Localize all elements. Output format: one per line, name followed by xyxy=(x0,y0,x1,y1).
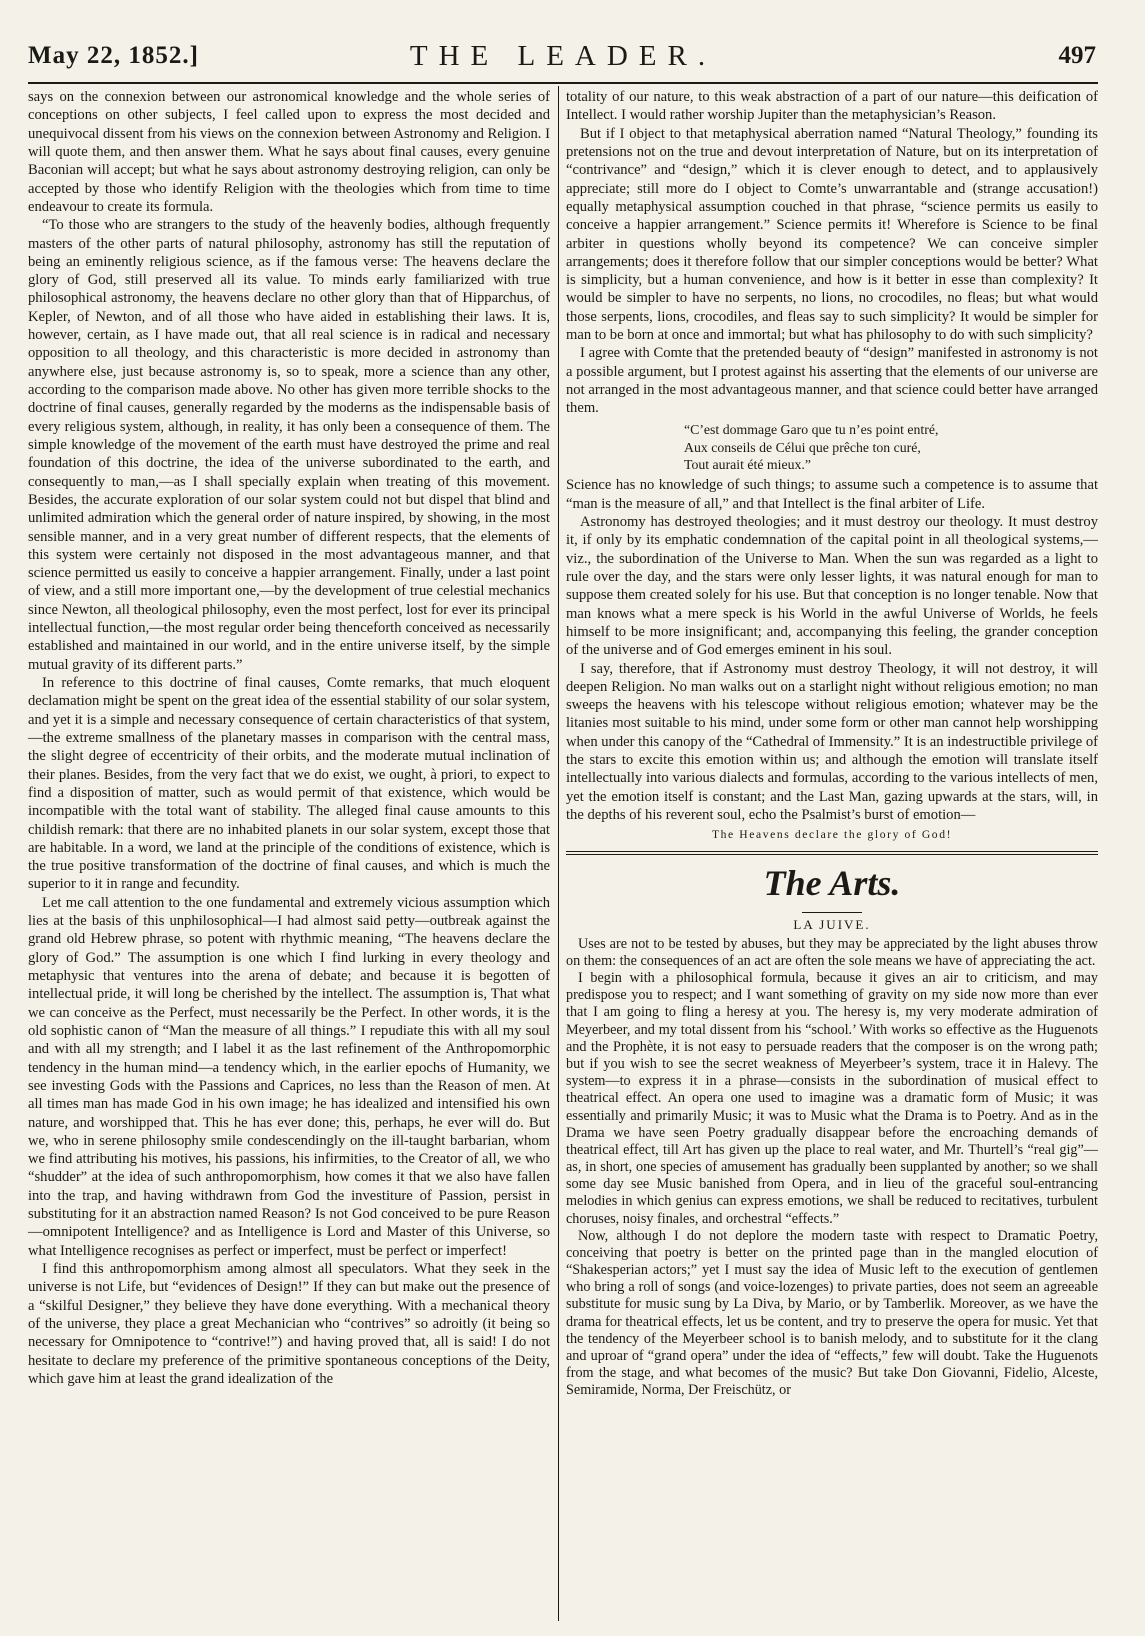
paragraph: says on the connexion between our astronomical knowledge and the whole series of conceptions on other subjects, I feel called upon to express the most decided and unequivocal dissent from his views on the connexion between Astronomy and Religion. I will quote them, and then answer them. What he says about final causes, every genuine Baconian will accept; but what he says about astronomy destroying religion, can only be accepted by those who identify Religion with the theologies which from time to time endeavour to create its formula. xyxy=(28,89,550,215)
paragraph: Uses are not to be tested by abuses, but they may be appreciated by the light abuses throw on them: the consequences of an act are often the sole means we have of appreciating the act. xyxy=(566,935,1098,969)
right-column xyxy=(566,88,1098,1399)
psalm-line: The Heavens declare the glory of God! xyxy=(711,828,953,842)
page-number: 497 xyxy=(1058,42,1096,69)
french-verse xyxy=(566,421,1098,475)
paragraph: I say, therefore, that if Astronomy must destroy Theology, it will not destroy, it will deepen Religion. No man walks out on a starlight night without religious emotion; no man sweeps the heavens with his telescope without religious emotion; whatever may be the litanies most suitable to his mind, under some form or other man cannot help worshipping when under this canopy of the “Cathedral of Immensity.” It is an indestructible privilege of the stars to excite this emotion within us; and although the emotion will translate itself intellectually into various dialects and formulas, according to the various intellects of men, yet the emotion itself is constant; and the Last Man, gazing upwards at the stars, will, in the depths of his reverent soul, echo the Psalmist’s burst of emotion— xyxy=(566,660,1098,824)
paragraph: Science has no knowledge of such things; to assume such a competence is to assume that “man is the measure of all,” and that Intellect is the final arbiter of Life. xyxy=(566,477,1098,512)
comte-quotation: “To those who are strangers to the study of the heavenly bodies, although frequently masters of the other parts of natural philosophy, astronomy has still the reputation of being an eminently religious science, as if the famous verse: The heavens declare the glory of God, still preserved all its value. To minds early familiarized with true philosophical astronomy, the heavens declare no other glory than that of Hipparchus, of Kepler, of Newton, and of all those who have aided in establishing their laws. It is, however, certain, as I have made out, that all real science is in radical and necessary opposition to all theology, and this characteristic is more decided in astronomy than anywhere else, just because astronomy is, so to speak, more a science than any other, according to the comparison made above. No other has given more terrible shocks to the doctrine of final causes, generally regarded by the moderns as the indispensable basis of every religious system, although, in reality, it has only been a consequence of them. The simple knowledge of the movement of the earth must have destroyed the prime and real foundation of this doctrine, the idea of the universe subordinated to the earth, and consequently to man,—as I shall specially explain when treating of this movement. Besides, the accurate exploration of our solar system could not but dispel that blind and unlimited admiration which the general order of nature inspired, by showing, in the most sensible manner, and in a very great number of different respects, that the elements of this system were certainly not disposed in the most advantageous manner, and that science permitted us easily to conceive a happier arrangement. Finally, under a last point of view, and a still more important one,—by the development of true celestial mechanics since Newton, all theological philosophy, even the most perfect, lost for ever its principal intellectual function,—the most regular order being thenceforth conceived as necessarily established and maintained in our world, and in the entire universe itself, by the simple mutual gravity of its different parts.” xyxy=(28,217,550,673)
left-column xyxy=(28,88,550,1388)
column-divider xyxy=(558,86,559,1621)
section-heading: The Arts. xyxy=(763,862,901,903)
masthead-title: THE LEADER. xyxy=(409,40,717,72)
paragraph: I begin with a philosophical formula, because it gives an air to criticism, and may predispose you to respect; and I want something of gravity on my side now more than ever that I am going to fling a heresy at you. The heresy is, my very moderate admiration of Meyerbeer, and my total dissent from his “school.’ With works so effective as the Huguenots and the Prophète, it is not easy to persuade readers that the composer is on the wrong path; but if you wish to see the secret weakness of Meyerbeer’s system, trace it in Halevy. The system—to express it in a phrase—consists in the subordination of musical effect to theatrical effect. An opera one used to imagine was a dramatic form of Music; it was essentially and primarily Music; it was to Music what the Drama is to Poetry. And as in the Drama we have seen Poetry gradually disappear before the encroaching demands of theatrical effect, till Art has given up the place to real water, and Mr. Thurtell’s “real gig”—as, in short, one species of amusement has gradually been supplanted by another; so we shall some day see Music banished from Opera, and in lieu of the graceful soul-entrancing melodies in which genius can express emotions, we shall be reduced to recitatives, turbulent choruses, noisy finales, and orchestral “effects.” xyxy=(566,970,1098,1227)
paragraph: totality of our nature, to this weak abstraction of a part of our nature—this deification of Intellect. I would rather worship Jupiter than the metaphysician’s Reason. xyxy=(566,89,1098,124)
verse-line: “C’est dommage Garo que tu n’es point entré, xyxy=(684,421,939,437)
arts-article xyxy=(566,936,1098,1400)
paragraph: I agree with Comte that the pretended beauty of “design” manifested in astronomy is not a possible argument, but I protest against his asserting that the elements of our universe are not arranged in the most advantageous manner, and that science could better have arranged them. xyxy=(566,345,1098,417)
heading-underline xyxy=(802,912,862,913)
issue-date: May 22, 1852.] xyxy=(28,42,199,69)
article-title: LA JUIVE. xyxy=(793,917,871,933)
paragraph: In reference to this doctrine of final causes, Comte remarks, that much eloquent declamation might be spent on the great idea of the essential stability of our solar system, and yet it is a simple and necessary consequence of certain characteristics of that system,—the extreme smallness of the planetary masses in comparison with the central mass, the slight degree of eccentricity of their orbits, and the moderate mutual inclination of their planes. Besides, from the very fact that we do exist, we ought, à priori, to expect to find a disposition of matter, such as would permit of that existence, which would be incompatible with the total want of stability. The alleged final cause amounts to this childish remark: that there are no inhabited planets in our solar system, except those that are habitable. In a word, we land at the principle of the conditions of existence, which is the true positive transformation of the doctrine of final causes, and which is much the superior to it in range and fecundity. xyxy=(28,675,550,893)
paragraph: I find this anthropomorphism among almost all speculators. What they seek in the universe is not Life, but “evidences of Design!” If they can but make out the presence of a “skilful Designer,” they believe they have done everything. With a mechanical theory of the universe, they place a great Mechanician who “contrives” so adroitly (it being so necessary for Omnipotence to “contrive!”) and having proved that, all is said! I do not hesitate to declare my preference of the primitive spontaneous conceptions of the Deity, which gave him at least the grand idealization of the xyxy=(28,1261,550,1387)
header-rule xyxy=(28,82,1098,84)
verse-line: Tout aurait été mieux.” xyxy=(684,457,811,473)
paragraph: Let me call attention to the one fundamental and extremely vicious assumption which lies at the basis of this unphilosophical—I had almost said petty—outbreak against the grand old Hebrew phrase, so potent with rhythmic meaning, “The heavens declare the glory of God.” The assumption is one which I find lurking in every theology and metaphysic that ventures into the arena of debate; and because it is begotten of intellectual pride, it will long be cherished by the intellect. The assumption is, That what we can conceive as the Perfect, must necessarily be the Perfect. In other words, it is the old sophistic canon of “Man the measure of all things.” I repudiate this with all my soul and with all my strength; and I label it as the last refinement of the Anthropomorphic tendency in the human mind—a tendency which, in the earlier epochs of Humanity, we see investing Gods with the Passions and Caprices, no less than the Reason of men. At all times man has made God in his own image; he has idealized and intensified his own nature, and worshipped that. This he has ever done; this, perhaps, he ever will do. But we, who in serene philosophy smile condescendingly on the ill-taught barbarian, whom we find attributing his motives, his passions, his infirmities, to the Creator of all, we who “shudder” at the idea of such anthropomorphism, how comes it that we also have fallen into the trap, and having withdrawn from God the investiture of Passion, persist in substituting for it an abstraction named Reason? Is not God conceived to be pure Reason—omnipotent Intelligence? and as Intelligence is Lord and Master of this Universe, so what Intelligence recognises as perfect or imperfect, must be perfect or imperfect! xyxy=(28,894,550,1259)
paragraph: Astronomy has destroyed theologies; and it must destroy our theology. It must destroy it, if only by its emphatic condemnation of the capital point in all theological systems,—viz., the subordination of the Universe to Man. When the sun was regarded as a light to rule over the day, and the stars were only lesser lights, it was natural enough for man to suppose them created solely for his use. But that conception is no longer tenable. Now that man knows what a mere speck is his World in the awful Universe of Worlds, he feels himself to be more insignificant; and, accompanying this feeling, the grander conception of the universe and of God emerges eminent in his soul. xyxy=(566,514,1098,659)
paragraph: But if I object to that metaphysical aberration named “Natural Theology,” founding its pretensions not on the true and devout interpretation of Nature, but on its interpretation of “contrivance” and “design,” which it is clever enough to detect, and to applausively appreciate; still more do I object to Comte’s unwarrantable and (strange accusation!) equally metaphysical assumption couched in that phrase, “science permits us easily to conceive a happier arrangement.” Science permits it! Wherefore is Science to be final arbiter in questions wholly beyond its competence? We can conceive simpler arrangements; does it therefore follow that our simpler conceptions would be better? What is simplicity, but a human convenience, and how is it better in esse than complexity? It would be simpler to have no serpents, no lions, no crocodiles, no fleas; but what would those serpents, lions, crocodiles, and fleas say to such simplicity? It would be simpler for man to be born at once and immortal; but what has philosophy to do with such simplicity? xyxy=(566,125,1098,344)
paragraph: Now, although I do not deplore the modern taste with respect to Dramatic Poetry, conceiving that poetry is better on the printed page than in the mangled elocution of “Shakesperian actors;” yet I must say the idea of Music left to the execution of gentlemen who bring a roll of songs (and voice-lozenges) to private parties, does not seem an agreeable substitute for music sung by La Diva, by Mario, or by Tamberlik. Moreover, as we have the drama for theatrical effects, let us be content, and try to preserve the opera for music. Yet that the tendency of the Meyerbeer school is to banish melody, and to substitute for it the clang and uproar of “grand opera” under the idea of “effects,” few will doubt. Take the Huguenots from the stage, and what becomes of the music? But take Don Giovanni, Fidelio, Alceste, Semiramide, Norma, Der Freischütz, or xyxy=(566,1227,1098,1399)
verse-line: Aux conseils de Célui que prêche ton curé, xyxy=(684,439,921,455)
page-header xyxy=(28,38,1098,74)
